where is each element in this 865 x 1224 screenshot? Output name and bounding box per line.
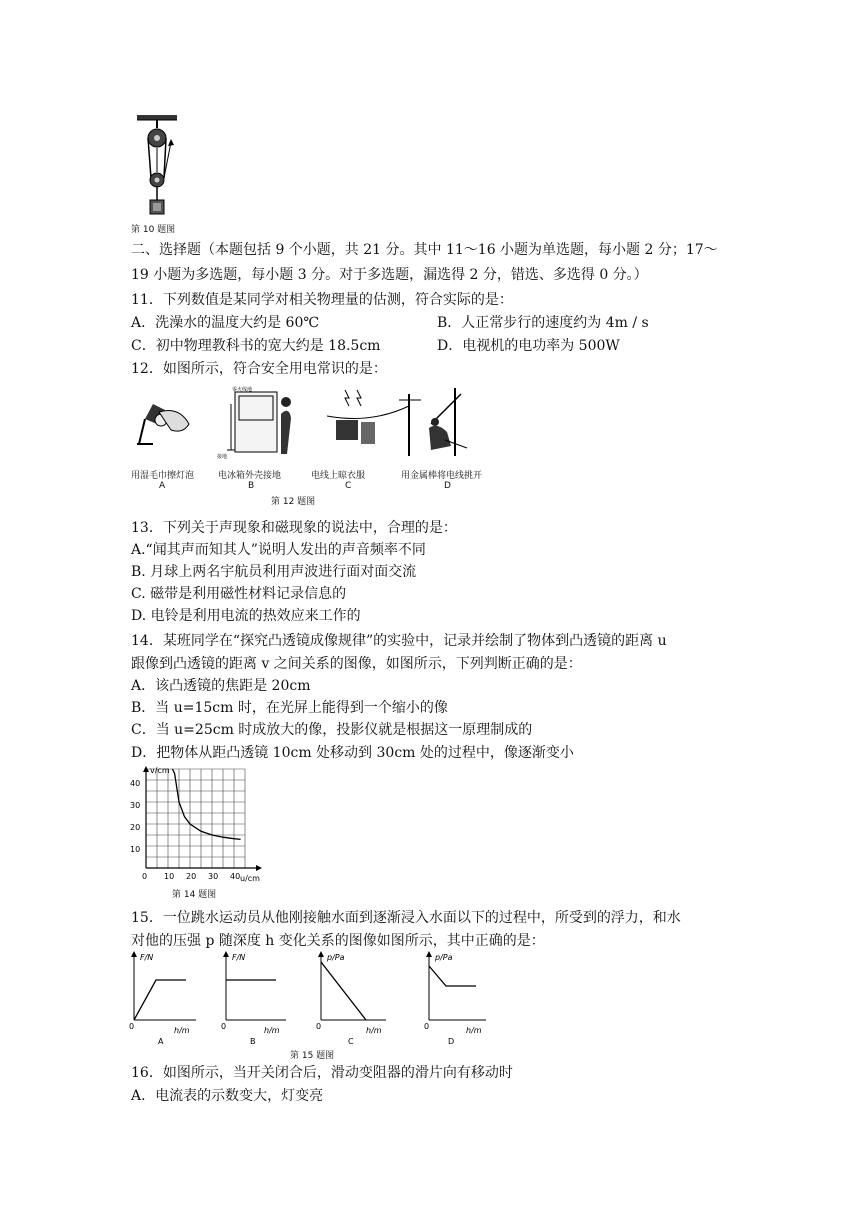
y-tick-20: 20 — [130, 823, 141, 832]
q15-caption: 第 15 题图 — [290, 1051, 335, 1061]
q15-stem-line-2: 对他的压强 p 随深度 h 变化关系的图像如图所示，其中正确的是： — [131, 933, 545, 949]
q11-option-c: C．初中物理教科书的宽大约是 18.5cm — [131, 338, 381, 354]
graph-c-letter: C — [348, 1037, 354, 1046]
q12-label-a: 用湿毛巾擦灯泡 — [131, 471, 195, 481]
graph-b-ylabel: F/N — [232, 953, 246, 962]
y-tick-40: 40 — [130, 779, 141, 788]
q12-stem: 12．如图所示，符合安全用电常识的是： — [131, 361, 387, 377]
q12-caption: 第 12 题图 — [271, 497, 316, 507]
graph-c-xlabel: h/m — [366, 1026, 382, 1035]
q14-caption: 第 14 题图 — [172, 890, 217, 900]
graph-d — [424, 951, 486, 1046]
x-axis-label: u/cm — [240, 874, 260, 883]
x-tick-0: 0 — [142, 872, 148, 881]
pulley-diagram — [131, 112, 201, 222]
y-axis-label: v/cm — [150, 766, 170, 775]
figure-10-caption: 第 10 题图 — [131, 225, 176, 235]
q13-option-b: B. 月球上两名宇航员利用声波进行面对面交流 — [131, 564, 417, 580]
q16-option-a: A．电流表的示数变大，灯变亮 — [131, 1088, 324, 1104]
graph-a-xlabel: h/m — [174, 1026, 190, 1035]
graph-d-origin: 0 — [424, 1022, 430, 1031]
q12-label-b: 电冰箱外壳接地 — [218, 471, 282, 481]
ground-tag: 接地 — [217, 454, 228, 460]
graph-d-xlabel: h/m — [466, 1026, 482, 1035]
section-2-line-2: 19 小题为多选题，每小题 3 分。对于多选题，漏选得 2 分，错选、多选得 0 分。） — [131, 267, 648, 283]
q13-stem: 13．下列关于声现象和磁现象的说法中，合理的是： — [131, 520, 457, 536]
q11-stem: 11．下列数值是某同学对相关物理量的估测，符合实际的是： — [131, 292, 513, 308]
graph-c-ylabel: p/Pa — [327, 953, 345, 962]
q11-option-d: D．电视机的电功率为 500W — [437, 338, 620, 354]
q12-letter-c: C — [345, 481, 352, 491]
metal-rod-illustration — [429, 388, 467, 456]
x-tick-30: 30 — [208, 872, 219, 881]
graph-b — [221, 951, 286, 1046]
graph-b-origin: 0 — [221, 1022, 227, 1031]
figure-15 — [126, 950, 496, 1062]
y-tick-10: 10 — [130, 845, 141, 854]
q14-option-b: B．当 u=15cm 时，在光屏上能得到一个缩小的像 — [131, 700, 448, 716]
graph-b-letter: B — [250, 1037, 256, 1046]
q12-letter-b: B — [248, 481, 255, 491]
x-tick-20: 20 — [186, 872, 197, 881]
q14-option-c: C．当 u=25cm 时成放大的像，投影仪就是根据这一原理制成的 — [131, 722, 533, 738]
q12-label-d: 用金属棒将电线挑开 — [401, 471, 483, 481]
graph-d-letter: D — [448, 1037, 455, 1046]
fridge-ground-illustration — [217, 386, 291, 460]
graph-a — [129, 951, 196, 1046]
q14-option-d: D．把物体从距凸透镜 10cm 处移动到 30cm 处的过程中，像逐渐变小 — [131, 745, 574, 761]
graph-a-letter: A — [158, 1037, 164, 1046]
graph-d-ylabel: p/Pa — [435, 953, 453, 962]
x-tick-40: 40 — [230, 872, 241, 881]
uv-chart — [126, 764, 266, 886]
graph-c — [316, 951, 386, 1046]
q14-option-a: A．该凸透镜的焦距是 20cm — [131, 678, 311, 694]
q14-stem-line-2: 跟像到凸透镜的距离 v 之间关系的图像，如图所示，下列判断正确的是： — [131, 656, 582, 672]
q14-stem-line-1: 14．某班同学在“探究凸透镜成像规律”的实验中，记录并绘制了物体到凸透镜的距离 u — [131, 633, 667, 649]
q15-stem-line-1: 15．一位跳水运动员从他刚接触水面到逐渐浸入水面以下的过程中，所受到的浮力，和水 — [131, 910, 681, 926]
x-tick-10: 10 — [164, 872, 175, 881]
q13-option-a: A.“闻其声而知其人”说明人发出的声音频率不同 — [131, 542, 426, 558]
figure-14 — [126, 764, 266, 900]
uv-curve-line — [172, 769, 240, 839]
q11-option-a: A．洗澡水的温度大约是 60℃ — [131, 315, 320, 331]
q16-stem: 16．如图所示，当开关闭合后，滑动变阻器的滑片向有移动时 — [131, 1065, 513, 1081]
figure-15-graphs — [126, 950, 496, 1046]
y-tick-30: 30 — [130, 801, 141, 810]
graph-a-origin: 0 — [129, 1022, 135, 1031]
q13-option-c: C. 磁带是利用磁性材料记录信息的 — [131, 586, 347, 602]
q11-option-b: B．人正常步行的速度约为 4m / s — [437, 315, 649, 331]
clothes-wire-illustration — [327, 390, 421, 456]
q13-option-d: D. 电铃是利用电流的热效应来工作的 — [131, 608, 361, 624]
chart-axes — [143, 766, 262, 871]
chart-grid — [146, 769, 245, 868]
q12-label-c: 电线上晾衣服 — [311, 471, 366, 481]
fridge-tag: 零火线地 — [232, 387, 253, 393]
lamp-towel-illustration — [137, 404, 189, 444]
q12-letter-a: A — [159, 481, 166, 491]
figure-12 — [131, 384, 503, 508]
q12-letter-d: D — [444, 481, 451, 491]
graph-c-origin: 0 — [316, 1022, 322, 1031]
section-2-line-1: 二、选择题（本题包括 9 个小题，共 21 分。其中 11～16 小题为单选题，每小题 2 分；17～ — [131, 242, 718, 258]
graph-a-ylabel: F/N — [140, 953, 154, 962]
figure-10 — [131, 112, 201, 237]
graph-b-xlabel: h/m — [264, 1026, 280, 1035]
